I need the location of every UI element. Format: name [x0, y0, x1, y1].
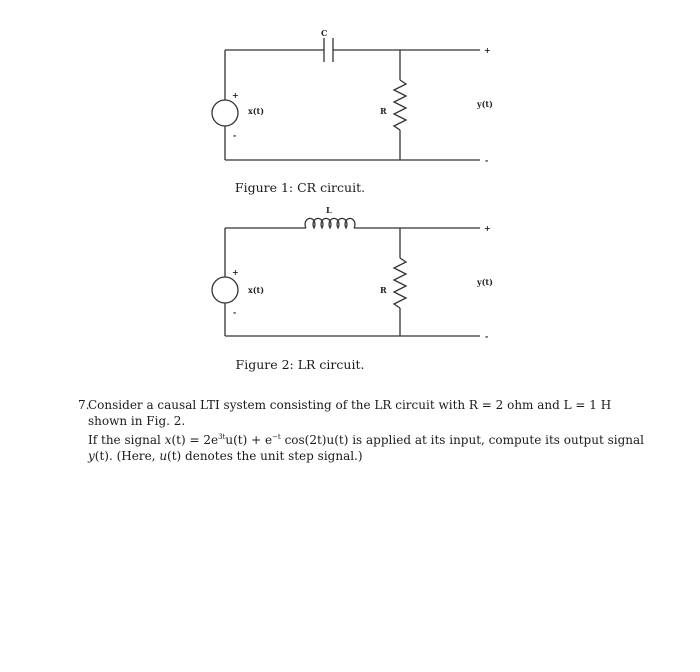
inductor-label: L — [326, 205, 332, 215]
problem-number: 7. — [78, 398, 90, 412]
inductor-icon — [305, 218, 355, 228]
input-label: x(t) — [248, 106, 265, 116]
source-minus-sign: - — [233, 308, 237, 317]
problem-statement: Consider a causal LTI system consisting of the LR circuit with R = 2 ohm and L = 1 H shown in Fig. 2. — [88, 398, 612, 428]
output-plus-sign: + — [484, 224, 491, 233]
resistor-icon — [394, 80, 406, 130]
question-text: (t) denotes the unit step signal.) — [167, 448, 363, 463]
input-label: x(t) — [248, 285, 265, 295]
resistor-icon — [394, 258, 406, 308]
math-x: x — [164, 433, 172, 447]
math-y: y — [88, 448, 95, 463]
voltage-source-icon — [212, 100, 238, 126]
figure1-caption: Figure 1: CR circuit. — [234, 180, 366, 195]
source-plus-sign: + — [232, 91, 239, 100]
figure2-caption: Figure 2: LR circuit. — [235, 357, 365, 372]
figure-cr-circuit — [0, 0, 700, 200]
resistor-label: R — [380, 106, 387, 116]
output-plus-sign: + — [484, 46, 491, 55]
source-plus-sign: + — [232, 268, 239, 277]
output-minus-sign: - — [485, 332, 489, 341]
question-text: cos(2t)u(t) is applied at its input, compute its output signal — [280, 433, 644, 447]
problem-question — [88, 433, 648, 464]
output-minus-sign: - — [485, 156, 489, 165]
cr-circuit-diagram — [0, 0, 700, 200]
output-label: y(t) — [477, 99, 493, 109]
math-term: (t) = 2e — [171, 433, 219, 447]
lr-circuit-diagram — [0, 200, 700, 372]
question-text: (t). (Here, — [94, 448, 160, 463]
output-label: y(t) — [477, 277, 493, 287]
math-term: u(t) + e — [225, 433, 273, 447]
problem-body — [88, 398, 648, 464]
figure-lr-circuit — [0, 200, 700, 372]
source-minus-sign: - — [233, 131, 237, 140]
math-exponent: 3t — [218, 433, 226, 441]
resistor-label: R — [380, 285, 387, 295]
problem-7 — [78, 398, 648, 464]
math-u: u — [159, 448, 168, 463]
math-exponent: −t — [272, 433, 281, 441]
question-text: If the signal — [88, 433, 165, 447]
voltage-source-icon — [212, 277, 238, 303]
capacitor-label: C — [321, 28, 328, 38]
